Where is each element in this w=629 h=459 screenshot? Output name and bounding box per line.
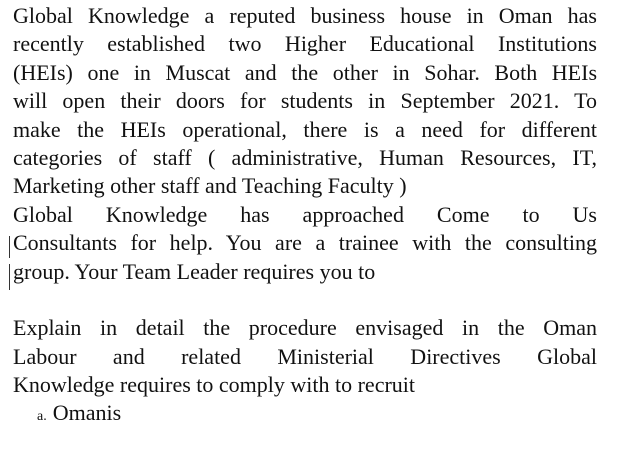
text-line: Consultants for help. You are a trainee with the consulting — [13, 230, 597, 256]
paragraph-task — [13, 314, 597, 399]
text-line: group. Your Team Leader requires you to — [13, 258, 376, 284]
text-line: Global Knowledge has approached Come to Us — [13, 201, 597, 227]
list-item-text: Omanis — [52, 400, 122, 426]
text-line: Knowledge requires to comply with to recruit — [13, 372, 416, 398]
paragraph-intro — [13, 2, 597, 201]
task-list — [13, 399, 597, 427]
list-item — [13, 399, 597, 427]
text-line: categories of staff ( administrative, Human Resources, IT, — [13, 144, 597, 170]
text-line: Explain in detail the procedure envisaged in the Oman — [13, 315, 597, 341]
text-line: (HEIs) one in Muscat and the other in Sohar. Both HEIs — [13, 59, 597, 85]
list-marker: a. — [37, 409, 47, 425]
text-line: Global Knowledge a reputed business house in Oman has — [13, 3, 597, 28]
text-line: Labour and related Ministerial Directives Global — [13, 343, 597, 369]
text-line: will open their doors for students in September 2021. To — [13, 88, 597, 114]
text-line: Marketing other staff and Teaching Faculty ) — [13, 173, 407, 199]
text-line: make the HEIs operational, there is a need for different — [13, 116, 597, 142]
document-body — [13, 2, 597, 428]
paragraph-context — [13, 201, 597, 286]
paragraph-spacer — [13, 286, 597, 314]
text-cursor-mark — [9, 264, 10, 290]
text-line: recently established two Higher Educational Institutions — [13, 31, 597, 57]
text-cursor-mark — [9, 236, 10, 258]
